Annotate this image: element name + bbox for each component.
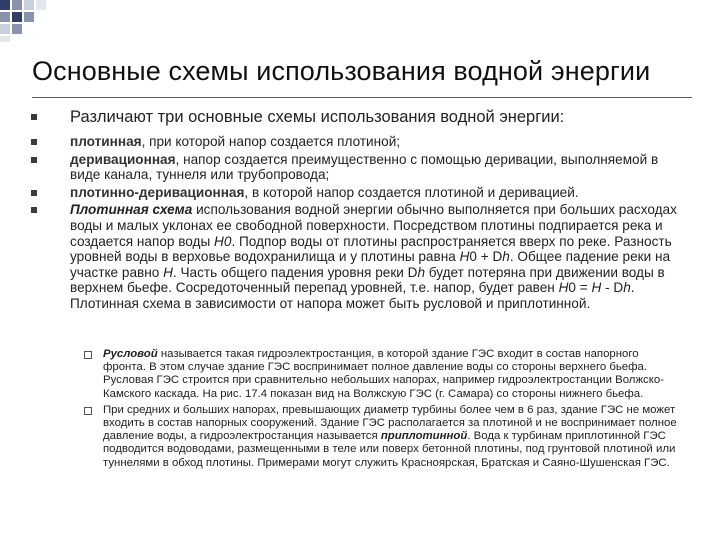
near-dam-pre-text: При средних и больших напорах, превышающих диаметр турбины более чем в 6 раз, здание ГЭС не может входить в состав напорных сооружений. Здание ГЭС располагается за плотиной и не воспринимает полное давление воды, а гидроэлектростанция называется <box>103 403 677 443</box>
var-h-small: h <box>623 280 631 296</box>
para-text: 0 = <box>568 280 592 296</box>
hollow-square-bullet-icon <box>84 407 92 415</box>
square-bullet-icon <box>31 139 37 145</box>
sub-bullet-list <box>84 348 684 473</box>
var-h0: H0 <box>214 233 232 249</box>
lead-text: Различают три основные схемы использования водной энергии: <box>70 108 565 126</box>
dam-derivation-text: , в которой напор создается плотиной и деривацией. <box>244 184 579 200</box>
var-h: H <box>163 264 173 280</box>
var-h-small: h <box>417 264 426 280</box>
var-h: H <box>459 249 470 265</box>
para-text: . Подпор воды от плотины распространяется вверх по реке. Разность уровней воды в верховье водохранилища и у плотины равна <box>70 233 672 265</box>
var-h: H <box>558 280 569 296</box>
main-bullet-list <box>28 107 688 314</box>
list-item-dam-scheme <box>28 202 688 311</box>
para-text: . Плотинная схема в зависимости от напора может быть русловой и приплотинной. <box>70 280 635 311</box>
para-text: . Общее падение реки на участке равно <box>70 249 671 280</box>
para-text: будет потеряна при движении воды в верхнем бьефе. Сосредоточенный перепад уровней, т.е. напор, будет равен <box>70 264 665 296</box>
near-dam-text: . Вода к турбинам приплотинной ГЭС подводится водоводами, размещенными в теле или поверх бетонной плотины, под грунтовой плотиной или туннелями в обход плотины. Примерами могут служить Красноярская, Братская и Саяно-Шушенская ГЭС. <box>103 430 676 469</box>
sub-item-near-dam <box>84 404 684 470</box>
term-near-dam: приплотинной <box>380 430 468 443</box>
lead-item <box>28 107 688 127</box>
term-channel: Русловой <box>103 348 158 360</box>
square-bullet-icon <box>31 114 37 120</box>
derivation-text: , напор создается преимущественно с помощью деривации, выполняемой в виде канала, туннеля или трубопровода; <box>70 151 659 183</box>
term-dam-derivation: плотинно-деривационная <box>70 184 245 200</box>
square-bullet-icon <box>31 190 37 196</box>
corner-decoration <box>0 0 60 44</box>
hollow-square-bullet-icon <box>84 351 92 359</box>
sub-item-channel <box>84 348 684 401</box>
list-item-dam-derivation <box>28 185 688 201</box>
var-h-small: h <box>502 249 510 265</box>
term-dam-scheme: Плотинная схема <box>70 202 193 218</box>
title-divider <box>32 97 692 98</box>
para-text: использования водной энергии обычно выполняется при больших расходах воды и малых уклонах ее свободной поверхности. Посредством плотины подпирается река и создается напор воды <box>70 202 677 249</box>
list-item-derivation <box>28 152 688 183</box>
channel-text: называется такая гидроэлектростанция, в которой здание ГЭС входит в состав напорного фронта. В этом случае здание ГЭС воспринимает полное давление воды со стороны верхнего бьефа. Русловая ГЭС строится при сравнительно небольших напорах, например гидроэлектростанции Волжско-Камского каскада. На рис. 17.4 показан вид на Волжскую ГЭС (г. Самара) со стороны нижнего бьефа. <box>103 348 664 400</box>
square-bullet-icon <box>31 157 37 163</box>
var-h: H <box>591 280 602 296</box>
slide-title: Основные схемы использования водной энергии <box>32 56 651 86</box>
para-text: - D <box>601 280 624 296</box>
para-text: 0 + D <box>469 249 503 265</box>
dam-text: , при которой напор создается плотиной; <box>141 134 401 149</box>
list-item-dam <box>28 134 688 150</box>
term-dam: плотинная <box>70 134 142 149</box>
term-derivation: деривационная <box>70 151 176 167</box>
square-bullet-icon <box>31 207 37 213</box>
para-text: . Часть общего падения уровня реки D <box>172 264 418 280</box>
